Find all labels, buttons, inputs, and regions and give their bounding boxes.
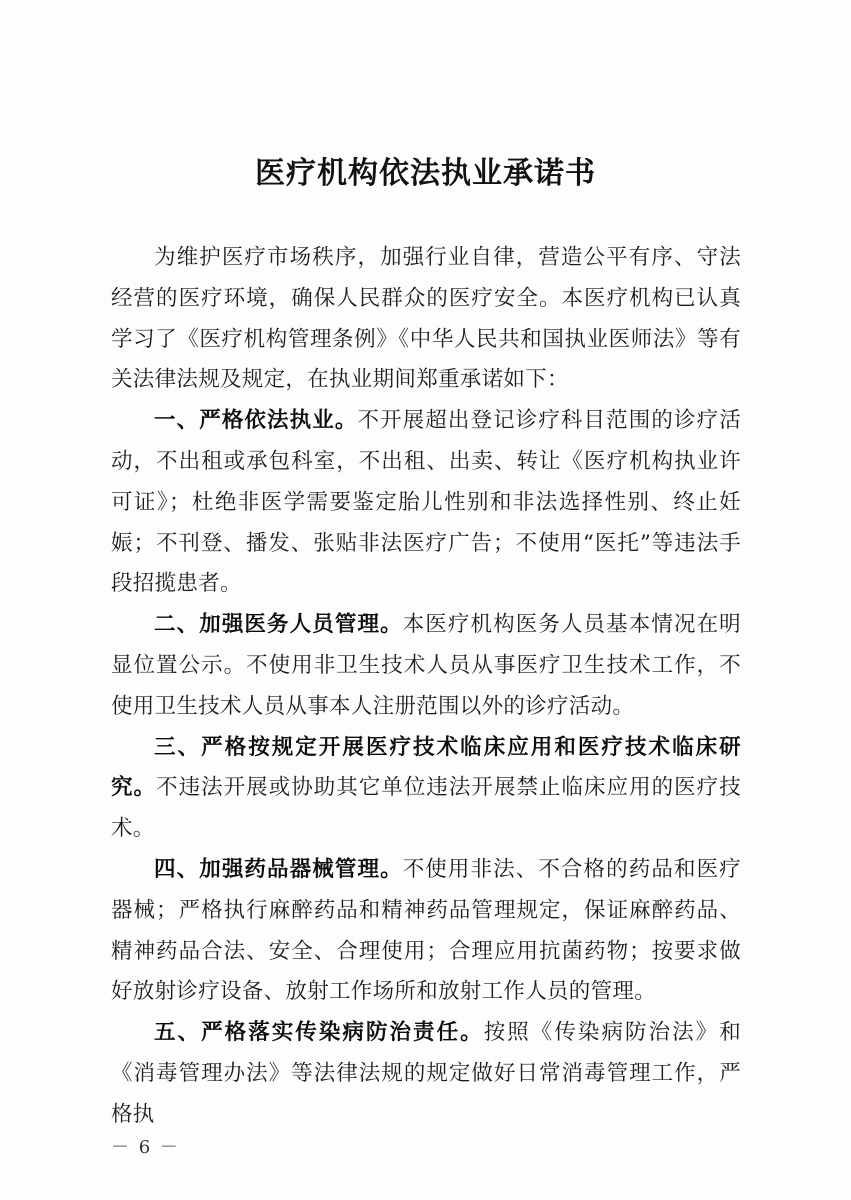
- section-2-paragraph: [111, 605, 741, 727]
- section-1-paragraph: [111, 401, 741, 605]
- section-3-text: 不违法开展或协助其它单位违法开展禁止临床应用的医疗技术。: [111, 775, 741, 842]
- section-2-text: 本医疗机构医务人员基本情况在明显位置公示。不使用非卫生技术人员从事医疗卫生技术工作，不使用卫生技术人员从事本人注册范围以外的诊疗活动。: [111, 612, 741, 719]
- section-1-text: 不开展超出登记诊疗科目范围的诊疗活动，不出租或承包科室，不出租、出卖、转让《医疗机构执业许可证》；杜绝非医学需要鉴定胎儿性别和非法选择性别、终止妊娠；不刊登、播发、张贴非法医疗广告；不使用“医托”等违法手段招揽患者。: [111, 408, 741, 597]
- section-2-heading: 二、加强医务人员管理。: [154, 612, 403, 638]
- section-3-heading: 三、严格按规定开展医疗技术临床应用和医疗技术临床研究。: [111, 734, 741, 801]
- section-5-paragraph: [111, 1013, 741, 1135]
- document-title: 医疗机构依法执业承诺书: [255, 156, 596, 191]
- section-3-paragraph: [111, 728, 741, 850]
- intro-paragraph: 为维护医疗市场秩序，加强行业自律，营造公平有序、守法经营的医疗环境，确保人民群众的医疗安全。本医疗机构已认真学习了《医疗机构管理条例》《中华人民共和国执业医师法》等有关法律法规及规定，在执业期间郑重承诺如下：: [111, 245, 741, 393]
- section-5-heading: 五、严格落实传染病防治责任。: [154, 1020, 484, 1046]
- section-1-heading: 一、严格依法执业。: [154, 408, 358, 434]
- page-number: － 6 －: [111, 1137, 180, 1158]
- section-4-heading: 四、加强药品器械管理。: [154, 856, 403, 882]
- section-4-text: 不使用非法、不合格的药品和医疗器械；严格执行麻醉药品和精神药品管理规定，保证麻醉药品、精神药品合法、安全、合理使用；合理应用抗菌药物；按要求做好放射诊疗设备、放射工作场所和放射工作人员的管理。: [111, 856, 741, 1005]
- section-5-text: 按照《传染病防治法》和《消毒管理办法》等法律法规的规定做好日常消毒管理工作，严格执: [111, 1020, 741, 1127]
- document-body: [111, 238, 741, 1136]
- section-4-paragraph: [111, 850, 741, 1013]
